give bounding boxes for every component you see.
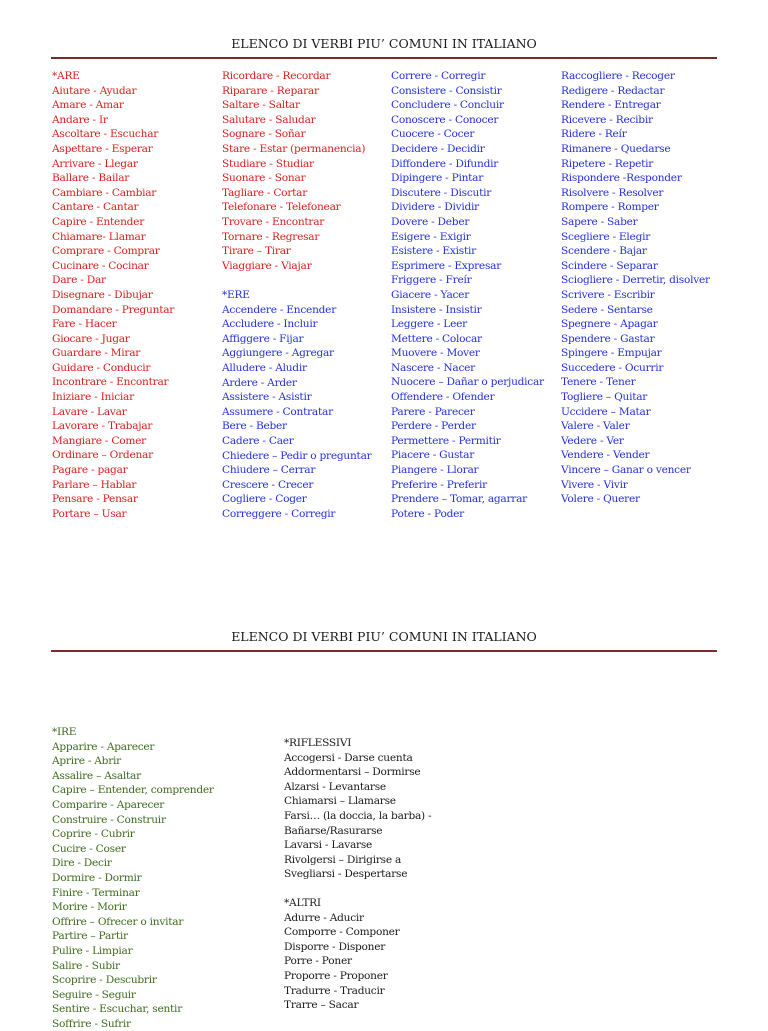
verb-entry: Vendere - Vender [561, 449, 650, 462]
verb-entry: Offrire – Ofrecer o invitar [52, 915, 184, 928]
verb-entry: Chiamare- Llamar [52, 230, 146, 243]
verb-entry: Raccogliere - Recoger [561, 70, 675, 82]
title-divider [51, 650, 717, 652]
verb-entry: Decidere - Decidir [391, 142, 485, 155]
verb-entry: Esprimere - Expresar [391, 259, 502, 272]
section-heading: *RIFLESSIVI [284, 737, 352, 749]
verb-entry: Ricordare - Recordar [222, 70, 331, 82]
verb-entry: Vincere – Ganar o vencer [561, 464, 691, 477]
verb-entry: Arrivare - Llegar [52, 157, 138, 170]
verb-entry: Nascere - Nacer [391, 361, 475, 374]
verb-entry: Consistere - Consistir [391, 84, 502, 97]
section-heading: *ALTRI [284, 897, 321, 909]
verb-entry: Redigere - Redactar [561, 84, 665, 97]
verb-entry: Stare - Estar (permanencia) [222, 142, 366, 155]
verb-entry: Sognare - Soñar [222, 128, 306, 141]
verb-entry: Nuocere – Dañar o perjudicar [391, 376, 544, 389]
verb-entry: Telefonare - Telefonear [222, 201, 341, 214]
verb-entry: Rimanere - Quedarse [561, 142, 671, 155]
verb-entry: Aprire - Abrir [52, 755, 121, 768]
verb-entry: Potere - Poder [391, 507, 464, 520]
verb-entry: Dovere - Deber [391, 215, 470, 228]
verb-entry: Partire – Partir [52, 930, 128, 943]
verb-entry: Diffondere - Difundir [391, 157, 499, 170]
verb-entry: Ordinare – Ordenar [52, 449, 153, 462]
verb-entry: Riparare - Reparar [222, 84, 319, 97]
page-title: ELENCO DI VERBI PIU’ COMUNI IN ITALIANO [231, 36, 537, 51]
verb-entry: Tradurre - Traducir [284, 984, 385, 997]
verb-entry: Vivere - Vivir [561, 478, 628, 491]
verb-entry: Incontrare - Encontrar [52, 376, 169, 389]
verb-entry: Cambiare - Cambiar [52, 186, 157, 199]
verb-entry: Chiamarsi – Llamarse [284, 795, 396, 808]
verb-entry: Rendere - Entregar [561, 99, 661, 112]
verb-entry: Ballare - Bailar [52, 172, 130, 185]
verb-list-are-continued [222, 69, 365, 273]
verb-entry: Cadere - Caer [222, 434, 294, 447]
verb-entry: Offendere - Ofender [391, 391, 495, 404]
verb-entry: Pagare - pagar [52, 464, 128, 477]
verb-list-altri [284, 896, 400, 1013]
verb-entry: Dividere - Dividir [391, 201, 479, 214]
verb-entry: Accludere - Incluir [222, 318, 318, 331]
verb-entry: Guidare - Conducir [52, 361, 151, 374]
verb-entry: Spegnere - Apagar [561, 318, 658, 331]
verb-entry: Valere - Valer [561, 420, 630, 433]
verb-entry: Cucinare - Cocinar [52, 259, 149, 272]
verb-entry: Scegliere - Elegir [561, 230, 651, 243]
verb-entry: Perdere - Perder [391, 420, 476, 433]
verb-entry: Ripetere - Repetir [561, 157, 654, 170]
verb-entry: Chiudere – Cerrar [222, 464, 316, 477]
verb-entry: Assumere - Contratar [222, 405, 333, 418]
verb-entry: Farsi… (la doccia, la barba) - [284, 809, 432, 822]
verb-entry: Svegliarsi - Despertarse [284, 868, 408, 881]
verb-entry: Lavare - Lavar [52, 405, 127, 418]
verb-entry: Seguire - Seguir [52, 988, 136, 1001]
verb-list-ere-continued [391, 69, 544, 521]
verb-entry: Iniziare - Iniciar [52, 391, 134, 404]
verb-entry: Proporre - Proponer [284, 969, 388, 982]
verb-entry: Cuocere - Cocer [391, 128, 475, 141]
verb-list-ere-continued-2 [561, 69, 710, 507]
verb-entry: Soffrire - Sufrir [52, 1017, 131, 1030]
verb-entry: Disegnare - Dibujar [52, 288, 153, 301]
verb-entry: Dare - Dar [52, 274, 106, 287]
verb-entry: Aspettare - Esperar [52, 142, 153, 155]
verb-entry: Lavarsi - Lavarse [284, 839, 373, 852]
verb-entry: Crescere - Crecer [222, 478, 314, 491]
verb-entry: Accendere - Encender [222, 303, 337, 316]
verb-entry: Portare – Usar [52, 507, 127, 520]
verb-entry: Apparire - Aparecer [52, 740, 155, 753]
page-title: ELENCO DI VERBI PIU’ COMUNI IN ITALIANO [231, 629, 537, 644]
verb-entry: Pulire - Limpiar [52, 944, 133, 957]
verb-entry: Capire - Entender [52, 215, 145, 228]
verb-entry: Ascoltare - Escuchar [52, 128, 159, 141]
verb-entry: Succedere - Ocurrir [561, 361, 664, 374]
verb-entry: Aiutare - Ayudar [52, 84, 137, 97]
verb-entry: Parlare – Hablar [52, 478, 137, 491]
verb-entry: Risolvere - Resolver [561, 186, 664, 199]
verb-entry: Dipingere - Pintar [391, 172, 484, 185]
verb-entry: Ridere - Reír [561, 128, 627, 141]
verb-entry: Dire - Decir [52, 857, 112, 870]
verb-entry: Scindere - Separar [561, 259, 658, 272]
verb-entry: Assalire – Asaltar [52, 769, 141, 782]
verb-entry: Disporre - Disponer [284, 940, 386, 953]
verb-entry: Finire - Terminar [52, 886, 140, 899]
verb-entry: Vedere - Ver [561, 434, 624, 447]
verb-entry: Scrivere - Escribir [561, 288, 655, 301]
verb-entry: Discutere - Discutir [391, 186, 492, 199]
verb-entry: Construire - Construir [52, 813, 166, 826]
verb-entry: Dormire - Dormir [52, 871, 142, 884]
verb-entry: Trarre – Sacar [284, 999, 359, 1012]
verb-entry: Guardare - Mirar [52, 347, 141, 360]
verb-entry: Prendere – Tomar, agarrar [391, 493, 527, 506]
verb-entry: Suonare - Sonar [222, 172, 306, 185]
verb-entry: Bañarse/Rasurarse [284, 824, 383, 837]
verb-entry: Accogersi - Darse cuenta [284, 751, 413, 764]
verb-entry: Salire - Subir [52, 959, 120, 972]
verb-entry: Morire - Morir [52, 901, 127, 914]
verb-entry: Alzarsi - Levantarse [284, 780, 386, 793]
verb-entry: Spendere - Gastar [561, 332, 655, 345]
verb-entry: Pensare - Pensar [52, 493, 138, 506]
verb-entry: Capire – Entender, comprender [52, 784, 214, 797]
verb-entry: Scendere - Bajar [561, 245, 647, 258]
verb-list-ire [52, 725, 214, 1031]
verb-entry: Adurre - Aducir [284, 911, 364, 924]
verb-entry: Tagliare - Cortar [222, 186, 308, 199]
verb-entry: Giacere - Yacer [391, 288, 470, 301]
verb-entry: Tirare – Tirar [222, 245, 291, 258]
verb-entry: Esistere - Existir [391, 245, 476, 258]
verb-entry: Spingere - Empujar [561, 347, 662, 360]
verb-entry: Ardere - Arder [222, 376, 297, 389]
verb-entry: Correggere - Corregir [222, 507, 336, 520]
verb-entry: Domandare - Preguntar [52, 303, 175, 316]
verb-entry: Tornare - Regresar [222, 230, 320, 243]
verb-entry: Giocare - Jugar [52, 332, 130, 345]
verb-entry: Alludere - Aludir [222, 361, 307, 374]
verb-entry: Friggere - Freír [391, 274, 472, 287]
verb-entry: Andare - Ir [52, 113, 108, 126]
verb-entry: Rispondere -Responder [561, 172, 682, 185]
verb-entry: Mangiare - Comer [52, 434, 146, 447]
verb-entry: Mettere - Colocar [391, 332, 482, 345]
verb-entry: Rivolgersi – Dirigirse a [284, 853, 402, 866]
verb-entry: Chiedere – Pedir o preguntar [222, 449, 372, 462]
verb-entry: Correre - Corregir [391, 70, 486, 82]
verb-entry: Sedere - Sentarse [561, 303, 653, 316]
verb-entry: Affiggere - Fijar [222, 332, 304, 345]
verb-entry: Comporre - Componer [284, 926, 400, 939]
section-heading: *IRE [52, 726, 77, 738]
verb-entry: Leggere - Leer [391, 318, 467, 331]
verb-list-riflessivi [284, 736, 431, 882]
verb-entry: Volere - Querer [561, 493, 640, 506]
verb-entry: Esigere - Exigir [391, 230, 471, 243]
verb-entry: Sciogliere - Derretir, disolver [561, 274, 710, 287]
verb-entry: Comprare - Comprar [52, 245, 160, 258]
verb-entry: Insistere - Insistir [391, 303, 482, 316]
verb-entry: Sentire - Escuchar, sentir [52, 1003, 183, 1016]
verb-entry: Saltare - Saltar [222, 99, 300, 112]
verb-entry: Rompere - Romper [561, 201, 659, 214]
verb-entry: Conoscere - Conocer [391, 113, 499, 126]
verb-entry: Cogliere - Coger [222, 493, 307, 506]
verb-entry: Sapere - Saber [561, 215, 638, 228]
verb-entry: Fare - Hacer [52, 318, 117, 331]
verb-entry: Ricevere - Recibir [561, 113, 653, 126]
verb-entry: Assistere - Asistir [222, 391, 312, 404]
verb-entry: Cantare - Cantar [52, 201, 139, 214]
verb-entry: Piangere - Llorar [391, 464, 479, 477]
verb-entry: Piacere - Gustar [391, 449, 475, 462]
verb-entry: Cucire - Coser [52, 842, 126, 855]
verb-entry: Addormentarsi – Dormirse [284, 766, 421, 779]
section-heading: *ERE [222, 289, 250, 301]
verb-entry: Bere - Beber [222, 420, 287, 433]
verb-entry: Uccidere – Matar [561, 405, 651, 418]
verb-entry: Muovere - Mover [391, 347, 480, 360]
verb-list-ere [222, 288, 371, 522]
verb-entry: Comparire - Aparecer [52, 798, 165, 811]
verb-entry: Viaggiare - Viajar [222, 259, 312, 272]
verb-list-are [52, 69, 174, 521]
verb-entry: Concludere - Concluir [391, 99, 504, 112]
verb-entry: Tenere - Tener [561, 376, 636, 389]
verb-entry: Lavorare - Trabajar [52, 420, 153, 433]
verb-entry: Trovare - Encontrar [222, 215, 325, 228]
verb-entry: Preferire - Preferir [391, 478, 487, 491]
verb-entry: Togliere – Quitar [561, 391, 648, 404]
verb-entry: Aggiungere - Agregar [222, 347, 334, 360]
section-heading: *ARE [52, 70, 80, 82]
verb-entry: Salutare - Saludar [222, 113, 316, 126]
verb-entry: Parere - Parecer [391, 405, 475, 418]
verb-entry: Studiare - Studiar [222, 157, 314, 170]
verb-entry: Porre - Poner [284, 955, 352, 968]
verb-entry: Permettere - Permitir [391, 434, 501, 447]
verb-entry: Coprire - Cubrir [52, 828, 135, 841]
verb-entry: Scoprire - Descubrir [52, 974, 157, 987]
title-divider [51, 57, 717, 59]
verb-entry: Amare - Amar [52, 99, 124, 112]
